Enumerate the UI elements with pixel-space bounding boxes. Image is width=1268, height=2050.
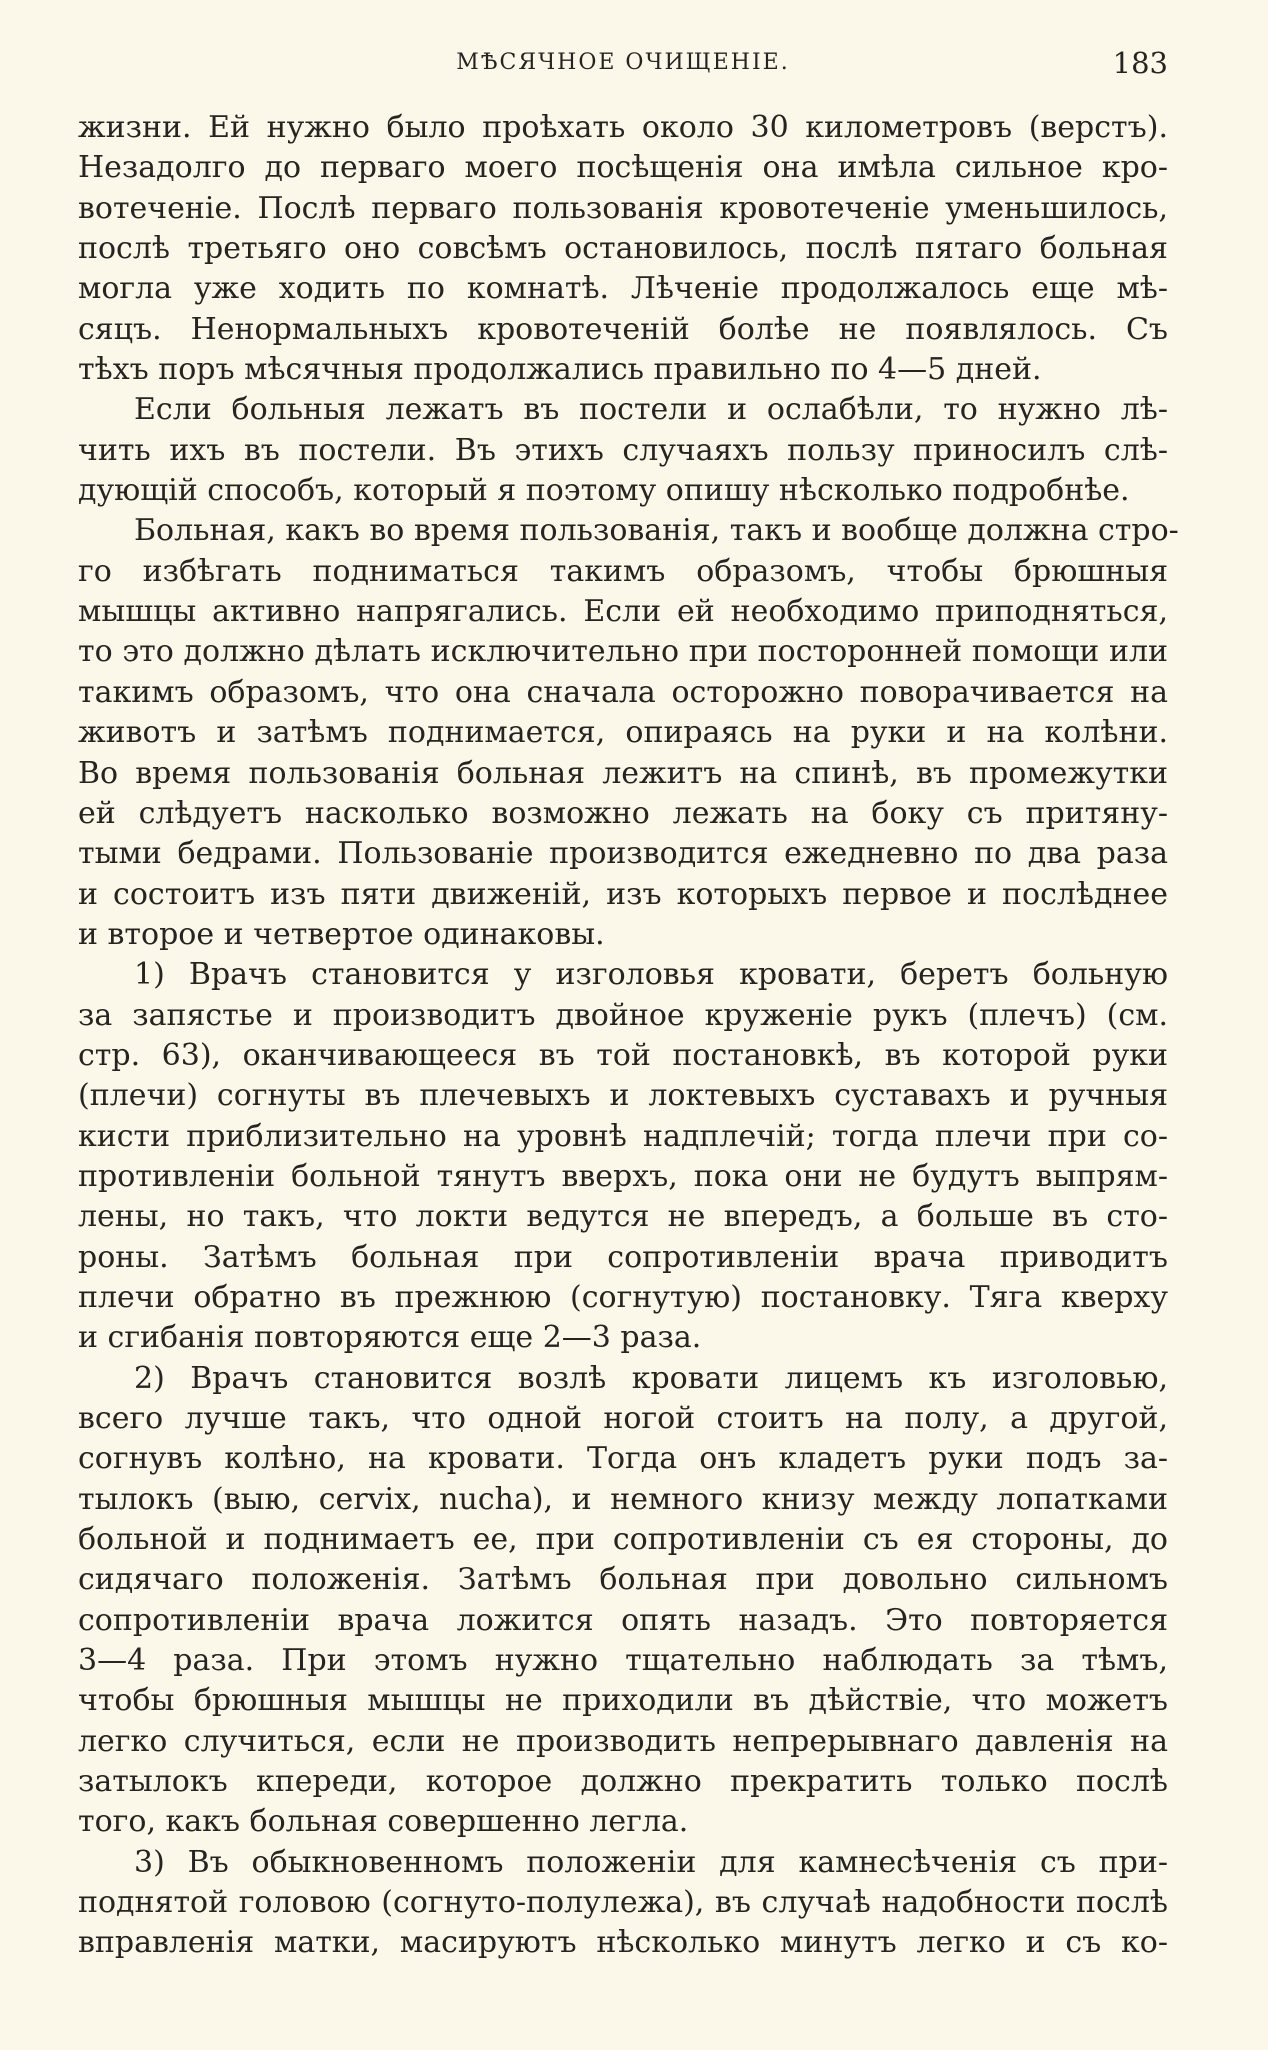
text-line: 3) Въ обыкновенномъ положеніи для камнесѣченія съ при- <box>134 1844 1168 1880</box>
running-title: МѢСЯЧНОЕ ОЧИЩЕНІЕ. <box>456 50 790 75</box>
text-line: такимъ образомъ, что она сначала осторожно поворачивается на <box>78 674 1168 710</box>
text-line: плечи обратно въ прежнюю (согнутую) постановку. Тяга кверху <box>78 1279 1168 1315</box>
text-line: лены, но такъ, что локти ведутся не впередъ, а больше въ сто- <box>78 1199 1168 1235</box>
text-line: стр. 63), оканчивающееся въ той постановкѣ, въ которой руки <box>78 1037 1168 1073</box>
page-header <box>78 46 1168 90</box>
text-line: тылокъ (выю, cervix, nucha), и немного книзу между лопатками <box>78 1481 1168 1517</box>
text-line: роны. Затѣмъ больная при сопротивленіи врача приводитъ <box>78 1239 1168 1275</box>
text-line: Незадолго до перваго моего посѣщенія она имѣла сильное кро- <box>78 150 1168 186</box>
text-line: и состоитъ изъ пяти движеній, изъ которыхъ первое и послѣднее <box>78 876 1168 912</box>
page-number: 183 <box>1112 46 1168 80</box>
text-line: вправленія матки, масируютъ нѣсколько минутъ легко и съ ко- <box>78 1925 1168 1961</box>
text-line: послѣ третьяго оно совсѣмъ остановилось, послѣ пятаго больная <box>78 231 1168 267</box>
text-line: животъ и затѣмъ поднимается, опираясь на руки и на колѣни. <box>78 715 1168 751</box>
text-line: легко случиться, если не производить непрерывнаго давленія на <box>78 1723 1168 1759</box>
text-line: больной и поднимаетъ ее, при сопротивленіи съ ея стороны, до <box>78 1522 1168 1558</box>
text-line: противленіи больной тянутъ вверхъ, пока они не будутъ выпрям- <box>78 1158 1168 1194</box>
text-line: сопротивленіи врача ложится опять назадъ. Это повторяется <box>78 1602 1168 1638</box>
text-line: мышцы активно напрягались. Если ей необходимо приподняться, <box>78 594 1168 630</box>
text-line: дующій способъ, который я поэтому опишу нѣсколько подробнѣе. <box>78 473 1130 509</box>
text-line: вотеченіе. Послѣ перваго пользованія кровотеченіе уменьшилось, <box>78 190 1168 226</box>
body-text <box>78 108 1179 1964</box>
text-line: согнувъ колѣно, на кровати. Тогда онъ кладетъ руки подъ за- <box>78 1441 1168 1477</box>
text-line: Если больныя лежатъ въ постели и ослабѣли, то нужно лѣ- <box>134 392 1168 428</box>
text-line: Больная, какъ во время пользованія, такъ и вообще должна стро- <box>134 513 1179 549</box>
text-line: 1) Врачъ становится у изголовья кровати, беретъ больную <box>134 957 1168 993</box>
text-line: 2) Врачъ становится возлѣ кровати лицемъ къ изголовью, <box>134 1360 1168 1396</box>
text-line: того, какъ больная совершенно легла. <box>78 1804 689 1840</box>
text-line: затылокъ кпереди, которое должно прекратить только послѣ <box>78 1764 1168 1800</box>
text-line: кисти приблизительно на уровнѣ надплечій; тогда плечи при со- <box>78 1118 1168 1154</box>
text-line: (плечи) согнуты въ плечевыхъ и локтевыхъ суставахъ и ручныя <box>78 1078 1168 1114</box>
text-line: и сгибанія повторяются еще 2—3 раза. <box>78 1320 702 1356</box>
text-line: чтобы брюшныя мышцы не приходили въ дѣйствіе, что можетъ <box>78 1683 1168 1719</box>
text-line: жизни. Ей нужно было проѣхать около 30 километровъ (верстъ). <box>78 110 1168 145</box>
text-line: тѣхъ поръ мѣсячныя продолжались правильно по 4—5 дней. <box>78 352 1042 388</box>
text-line: го избѣгать подниматься такимъ образомъ, чтобы брюшныя <box>78 553 1168 589</box>
text-line: и второе и четвертое одинаковы. <box>78 916 605 952</box>
text-line: сяцъ. Ненормальныхъ кровотеченій болѣе не появлялось. Съ <box>78 311 1168 347</box>
text-line: сидячаго положенія. Затѣмъ больная при довольно сильномъ <box>78 1562 1168 1598</box>
text-line: ей слѣдуетъ насколько возможно лежать на боку съ притяну- <box>78 795 1168 831</box>
text-line: чить ихъ въ постели. Въ этихъ случаяхъ пользу приносилъ слѣ- <box>78 432 1168 468</box>
text-line: 3—4 раза. При этомъ нужно тщательно наблюдать за тѣмъ, <box>78 1643 1168 1679</box>
text-line: поднятой головою (согнуто-полулежа), въ случаѣ надобности послѣ <box>78 1885 1168 1921</box>
text-line: всего лучше такъ, что одной ногой стоитъ на полу, а другой, <box>78 1401 1168 1436</box>
text-line: за запястье и производитъ двойное круженіе рукъ (плечъ) (см. <box>78 997 1168 1033</box>
text-line: то это должно дѣлать исключительно при посторонней помощи или <box>78 634 1168 670</box>
text-line: могла уже ходить по комнатѣ. Лѣченіе продолжалось еще мѣ- <box>78 271 1168 307</box>
text-line: Во время пользованія больная лежитъ на спинѣ, въ промежутки <box>78 755 1168 791</box>
text-line: тыми бедрами. Пользованіе производится ежедневно по два раза <box>78 836 1168 872</box>
